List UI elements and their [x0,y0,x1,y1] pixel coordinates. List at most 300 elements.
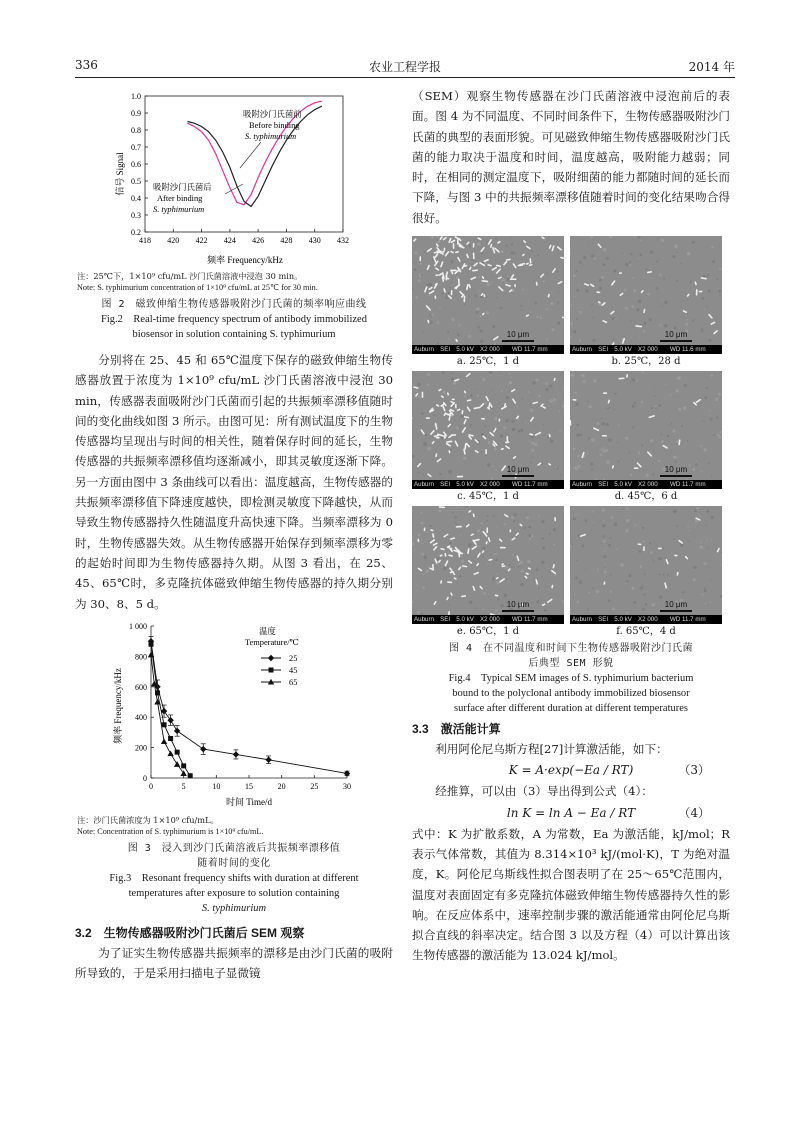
sem-grain [700,542,702,544]
sem-image [412,371,564,489]
sem-grain [642,585,644,587]
sem-grain [531,457,532,458]
sem-bacterium [510,278,517,280]
sem-grain [608,600,610,602]
sem-grain [628,574,631,577]
sem-grain [434,414,436,416]
sem-grain [576,318,578,320]
sem-grain [419,263,421,265]
fig4-panel [412,371,564,504]
sem-grain [692,241,695,244]
sem-grain [645,603,648,606]
sem-grain [499,589,500,590]
sem-grain [511,566,513,568]
paragraph-sem-observation: （SEM）观察生物传感器在沙门氏菌溶液中浸泡前后的表面。图 4 为不同温度、不同时间条件下，生物传感器吸附沙门氏菌的典型的表面形貌。可见磁致伸缩生物传感器吸附沙门氏菌的能力取决于温度和时间，温度越高，吸附能力越弱；同时，在相同的测定温度下，吸附细菌的能力都随时间的延长而下降，与图 3 中的共振频率漂移值随着时间的变化结果吻合得很好。 [412,89,730,225]
sem-grain [706,306,707,307]
sem-grain [706,540,707,541]
sem-grain [528,534,531,537]
sem-grain [504,594,507,597]
paragraph-sem-intro: 为了证实生物传感器共振频率的漂移是由沙门氏菌的吸附所导致的，于是采用扫描电子显微镜 [75,945,393,981]
fig3-point-65 [154,699,160,705]
sem-grain [720,431,722,433]
sem-grain [579,311,582,314]
sem-grain [664,324,667,327]
sem-texture [570,371,722,489]
sem-grain [632,405,635,408]
sem-grain [660,324,662,326]
sem-grain [536,379,539,382]
fig3-point-25 [174,728,180,734]
sem-grain [574,594,576,596]
sem-grain [483,592,485,594]
fig3-legend-label-25: 25 [289,653,298,663]
sem-grain [535,302,537,304]
sem-background [570,371,722,489]
sem-grain [421,522,424,525]
sem-grain [429,321,432,324]
fig4-caption-cn-2: 后典型 SEM 形貌 [528,658,614,670]
sem-grain [632,277,634,279]
fig2-x-tick-label: 424 [223,236,236,245]
fig3-point-25 [200,746,206,752]
sem-background [412,371,564,489]
sem-grain [718,393,721,396]
sem-scale-line [660,475,692,477]
fig3-point-45 [168,736,173,741]
sem-grain [596,590,599,593]
sem-grain [676,280,678,282]
sem-grain [685,323,688,326]
sem-grain [591,511,593,513]
sem-grain [643,322,646,325]
sem-grain [703,562,706,565]
sem-grain [557,321,560,324]
fig2-label-before-en: Before binding [249,121,300,130]
sem-grain [414,251,417,254]
sem-grain [667,574,669,576]
sem-grain [454,516,457,519]
sem-grain [659,574,661,576]
sem-grain [553,528,556,531]
sem-grain [639,550,642,553]
sem-scale-bar [502,330,534,342]
sem-grain [449,542,452,545]
sem-grain [507,278,510,281]
sem-grain [494,448,497,451]
sem-grain [468,335,471,338]
header-rule [75,77,735,78]
sem-grain [693,566,696,569]
sem-scale-label: 10 μm [506,600,530,610]
sem-grain [661,507,662,508]
sem-grain [704,589,707,592]
sem-grain [629,264,631,266]
fig3-legend-marker-45 [269,667,274,672]
sem-grain [618,461,620,463]
sem-grain [622,336,623,337]
sem-grain [500,434,503,437]
sem-grain [572,371,573,372]
sem-panel-label: a. 25℃，1 d [456,356,520,368]
sem-grain [634,332,635,333]
sem-grain [464,395,466,397]
sem-grain [423,574,425,576]
sem-grain [420,425,421,426]
fig3-y-tick-label: 800 [135,652,147,662]
sem-texture [570,506,722,624]
sem-grain [570,304,572,306]
fig3-y-tick-label: 600 [135,682,147,692]
sem-grain [631,305,634,308]
fig3-chart [75,620,393,810]
sem-grain [414,269,417,272]
fig3-series-25 [151,641,347,773]
sem-grain [486,296,487,297]
sem-grain [673,538,675,540]
sem-grain [682,591,684,593]
sem-grain [549,385,552,388]
fig3-x-tick-label: 10 [212,781,221,791]
sem-grain [639,253,642,256]
sem-bacterium [422,392,424,398]
sem-grain [592,317,594,319]
sem-grain [654,385,655,386]
fig3-legend-marker-25 [268,655,274,661]
sem-grain [559,431,561,433]
sem-grain [439,307,441,309]
sem-grain [670,394,672,396]
sem-grain [575,577,578,580]
sem-grain [531,449,534,452]
sem-grain [562,388,563,389]
sem-grain [573,448,576,451]
sem-grain [527,560,530,563]
sem-grain [710,374,713,377]
sem-grain [652,463,653,464]
sem-grain [599,287,602,290]
sem-grain [439,473,441,475]
sem-grain [614,523,618,527]
sem-grain [673,510,677,514]
sem-grain [652,473,654,475]
sem-image [570,371,722,489]
fig3-point-45 [149,642,154,647]
fig2-y-tick-label: 0.8 [131,126,141,135]
sem-background [570,236,722,354]
sem-grain [639,336,640,337]
sem-grain [638,258,639,259]
sem-grain [592,339,595,342]
sem-grain [673,456,676,459]
sem-grain [626,519,629,522]
sem-grain [608,407,610,409]
sem-grain [460,535,461,536]
sem-image [570,506,722,624]
sem-grain [658,557,660,559]
sem-grain [676,443,678,445]
sem-grain [606,423,609,426]
sem-grain [423,331,424,332]
fig3-caption-en-3: S. typhimurium [201,902,267,914]
sem-grain [628,452,630,454]
sem-grain [491,375,492,376]
sem-grain [608,544,611,547]
sem-grain [470,424,473,427]
sem-grain [415,296,418,299]
sem-grain [573,275,575,277]
fig3-x-tick-label: 0 [149,781,153,791]
fig2-caption-en-2: biosensor in solution containing S. typhimurium [132,329,336,340]
sem-grain [476,307,480,311]
sem-grain [528,526,531,529]
sem-grain [587,609,589,611]
sem-bacterium [451,290,453,295]
sem-grain [555,397,557,399]
sem-grain [505,419,508,422]
sem-grain [705,509,707,511]
sem-scale-line [502,610,534,612]
sem-grain [618,424,620,426]
sem-scale-bar [502,465,534,477]
sem-grain [417,611,420,614]
sem-grain [584,245,585,246]
sem-grain [676,252,677,253]
fig3-x-tick-label: 20 [277,781,286,791]
sem-grain [646,326,648,328]
sem-grain [709,410,711,412]
sem-grain [428,271,429,272]
sem-grain [422,543,424,545]
sem-grain [672,255,675,258]
sem-grain [425,570,429,574]
paragraph-durability: 分别将在 25、45 和 65℃温度下保存的磁致伸缩生物传感器放置于浓度为 1×10⁹ cfu/mL 沙门氏菌溶液中浸泡 30 min，传感器表面吸附沙门氏菌而引起的共振频率漂移值随时间的变化曲线如图 3 所示。由图可见：所有测试温度下的生物传感器均呈现出与时间的相关性，随着保存时间的延长，生物传感器的共振频率漂移值均逐渐减小，即其灵敏度逐渐下降。另一方面由图中 3 条曲线可以看出：温度越高，生物传感器的共振频率漂移值下降速度越快，即检测灵敏度下降越快，从而导致生物传感器持久性随温度升高快速下降。当频率漂移为 0 时，生物传感器失效。从生物传感器开始保存到频率漂移为零的起始时间即为生物传感器持久期。从图 3 看出，在 25、45、65℃时，多克隆抗体磁致伸缩生物传感器的持久期分别为 30、8、5 d。 [75,353,393,611]
sem-grain [451,318,454,321]
sem-grain [610,574,612,576]
sem-grain [468,543,471,546]
sem-grain [643,593,645,595]
sem-grain [413,262,414,263]
sem-grain [482,608,484,610]
sem-grain [448,339,450,341]
fig3-y-tick-label: 0 [143,773,147,783]
sem-grain [520,477,522,479]
sem-grain [686,319,688,321]
fig3-legend-title-en: Temperature/℃ [245,637,299,647]
sem-grain [626,612,629,615]
sem-grain [418,395,421,398]
sem-grain [492,390,493,391]
sem-grain [511,236,512,237]
sem-grain [706,387,709,390]
sem-info-bar: Auburn SEI 5.0 kV X2 000 WD 11.7 mm [412,345,564,354]
sem-grain [655,408,657,410]
sem-grain [487,463,491,467]
sem-grain [485,262,487,264]
sem-grain [427,532,428,533]
sem-scale-line [660,340,692,342]
sem-grain [701,594,703,596]
sem-grain [419,273,421,275]
fig2-note-en: Note: S. typhimurium concentration of 1×10⁹ cfu/mL at 25℃ for 30 min. [77,283,318,292]
fig2-y-tick-label: 1.0 [131,92,141,101]
sem-grain [456,524,457,525]
sem-grain [575,403,579,407]
sem-grain [537,255,539,257]
sem-grain [529,538,531,540]
sem-grain [603,535,605,537]
sem-grain [656,261,658,263]
sem-grain [570,322,573,325]
sem-grain [443,391,446,394]
sem-grain [669,578,670,579]
sem-grain [587,453,589,455]
sem-grain [437,322,440,325]
sem-grain [418,280,421,283]
sem-grain [452,512,453,513]
sem-grain [541,520,544,523]
sem-grain [577,455,579,457]
sem-bacterium [658,548,662,550]
sem-grain [632,426,634,428]
sem-grain [690,281,692,283]
fig4-caption-en-3: surface after different duration at different temperatures [454,703,688,715]
fig2-label-after-cn: 吸附沙门氏菌后 [153,183,212,192]
sem-background [412,236,564,354]
sem-scale-bar [660,465,692,477]
fig3-x-tick-label: 15 [245,781,253,791]
section-3-3-heading: 3.3 激活能计算 [412,722,501,737]
sem-grain [419,275,421,277]
fig4-caption-cn-1: 图 4 在不同温度和时间下生物传感器吸附沙门氏菌 [448,643,694,655]
sem-grain [530,462,532,464]
sem-grain [423,474,425,476]
sem-grain [590,462,593,465]
sem-grain [649,542,651,544]
fig2-x-tick-label: 422 [195,236,208,245]
sem-grain [638,452,640,454]
sem-grain [441,437,444,440]
sem-grain [414,549,416,551]
sem-grain [493,465,495,467]
sem-grain [641,444,643,446]
sem-grain [621,253,623,255]
fig4-panel [570,371,722,504]
sem-grain [496,526,497,527]
sem-grain [550,439,554,443]
sem-grain [602,447,604,449]
sem-grain [700,445,702,447]
sem-grain [638,300,641,303]
sem-grain [674,245,678,249]
fig4-caption-en-2: bound to the polyclonal antibody immobilized biosensor [452,688,690,700]
sem-grain [719,268,721,270]
sem-grain [651,407,653,409]
sem-grain [496,573,498,575]
sem-grain [702,297,705,300]
sem-grain [599,449,601,451]
sem-grain [583,380,586,383]
sem-grain [484,425,486,427]
sem-grain [689,541,690,542]
sem-grain [550,302,553,305]
fig3-point-25 [233,751,239,757]
sem-grain [447,331,449,333]
sem-grain [693,578,696,581]
fig2-y-tick-label: 0.7 [131,143,141,152]
sem-grain [711,476,713,478]
sem-grain [634,402,636,404]
sem-grain [634,524,636,526]
sem-grain [448,605,449,606]
sem-grain [593,379,597,383]
sem-grain [672,429,675,432]
sem-grain [711,539,713,541]
sem-grain [647,293,650,296]
sem-bacterium [634,467,639,469]
sem-grain [680,544,683,547]
sem-grain [447,567,448,568]
journal-name: 农业工程学报 [368,60,441,74]
sem-bacterium [643,546,645,551]
sem-grain [483,546,486,549]
sem-grain [629,261,631,263]
fig3-point-45 [188,773,193,778]
sem-scale-line [502,475,534,477]
sem-grain [458,324,460,326]
sem-grain [705,525,707,527]
sem-grain [506,396,509,399]
sem-grain [574,467,575,468]
sem-bacterium [486,527,488,533]
sem-grain [482,378,485,381]
fig2-y-tick-label: 0.5 [131,177,141,186]
sem-grain [486,520,488,522]
sem-grain [478,326,480,328]
sem-grain [529,440,531,442]
sem-grain [485,455,487,457]
sem-grain [452,340,453,341]
sem-grain [538,395,541,398]
sem-grain [487,515,489,517]
fig2-label-before-cn: 吸附沙门氏菌前 [243,110,302,119]
sem-grain [538,515,540,517]
sem-bacterium [436,437,440,439]
sem-grain [602,524,605,527]
sem-grain [603,540,606,543]
sem-grain [573,517,576,520]
sem-grain [608,438,611,441]
sem-grain [555,467,557,469]
sem-grain [543,280,545,282]
sem-grain [422,553,425,556]
sem-grain [448,292,451,295]
sem-grain [573,330,576,333]
sem-grain [464,304,465,305]
sem-grain [522,399,523,400]
fig3-y-tick-label: 200 [135,743,147,753]
sem-bacterium [456,526,462,528]
sem-bacterium [572,399,576,401]
sem-grain [417,472,419,474]
sem-grain [674,461,676,463]
sem-grain [455,522,457,524]
fig2-y-tick-label: 0.9 [131,109,141,118]
fig2-y-tick-label: 0.4 [131,194,141,203]
sem-grain [709,339,712,342]
sem-grain [585,289,588,292]
sem-grain [642,541,644,543]
sem-grain [475,608,476,609]
